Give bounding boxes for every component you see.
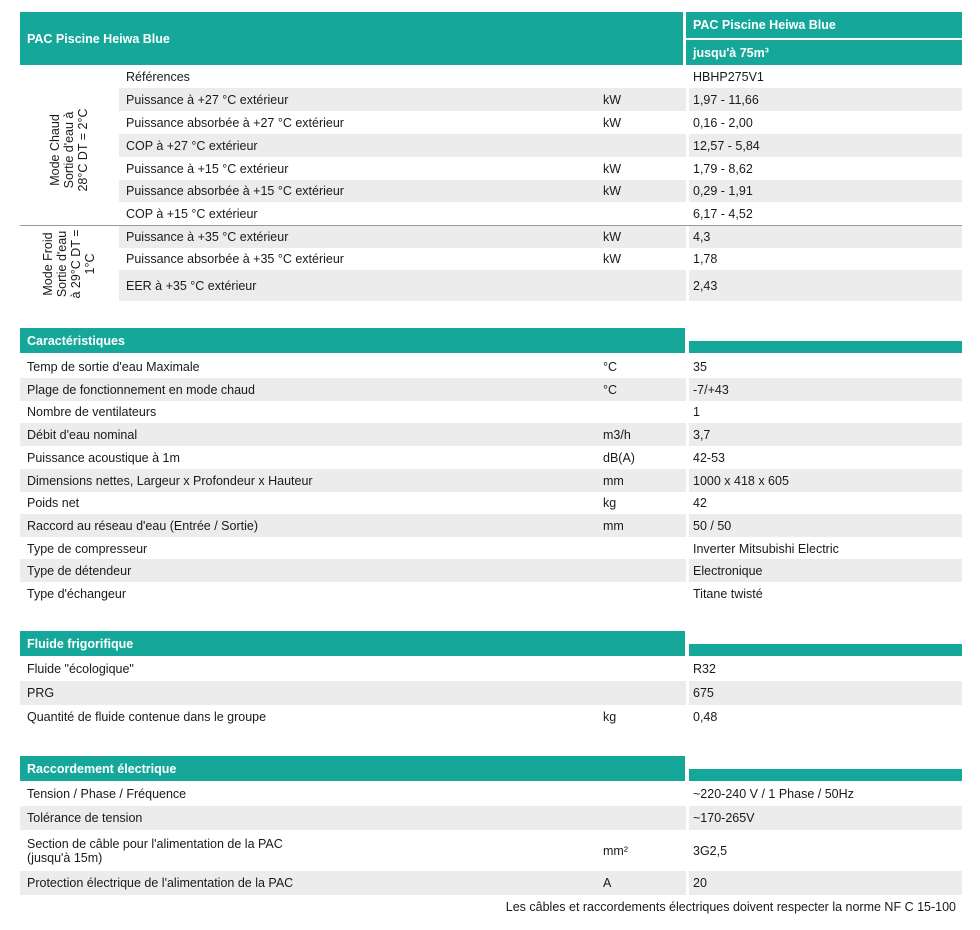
footer-note: Les câbles et raccordements électriques doivent respecter la norme NF C 15-100: [505, 900, 956, 914]
section-header-electrique: [20, 756, 685, 781]
row-label: Tension / Phase / Fréquence: [27, 787, 187, 801]
column-divider: [686, 681, 689, 705]
table-row: [20, 355, 962, 378]
row-label: COP à +15 °C extérieur: [126, 206, 258, 221]
column-divider: [686, 400, 689, 423]
row-label: Puissance absorbée à +15 °C extérieur: [126, 184, 344, 198]
row-unit: A: [603, 876, 612, 890]
row-unit: kW: [603, 252, 622, 266]
column-divider: [686, 871, 689, 895]
column-divider: [686, 157, 689, 180]
mode-froid-label: Mode Froid Sortie d'eau à 29°C DT = 1°C: [41, 229, 97, 299]
row-label: Fluide "écologique": [27, 662, 134, 676]
table-row: [20, 871, 962, 895]
column-divider: [686, 248, 689, 270]
row-label: COP à +27 °C extérieur: [126, 138, 258, 153]
row-value: -7/+43: [693, 382, 729, 397]
column-divider: [686, 806, 689, 830]
section-header-caracteristiques: [20, 328, 685, 353]
row-label: Poids net: [27, 495, 80, 510]
section-header-fluide: [20, 631, 685, 656]
column-divider: [686, 180, 689, 202]
table-row: [20, 681, 962, 705]
row-label: Puissance à +15 °C extérieur: [126, 161, 289, 176]
row-unit: dB(A): [603, 450, 635, 465]
row-label: Type de compresseur: [27, 541, 148, 556]
row-value: ~170-265V: [693, 811, 755, 825]
section-header-bar-fluide: [689, 644, 962, 656]
table-row: [119, 225, 962, 248]
row-value: Inverter Mitsubishi Electric: [693, 541, 839, 556]
row-value: 1,78: [693, 252, 718, 266]
row-value: HBHP275V1: [693, 70, 764, 84]
row-unit: kW: [603, 184, 622, 198]
table-row: [20, 830, 962, 871]
row-unit: kg: [603, 710, 617, 724]
row-value: 0,48: [693, 710, 718, 724]
table-row: [20, 559, 962, 582]
table-row: [20, 705, 962, 729]
section-header-bar-electrique: [689, 769, 962, 781]
table-row: [20, 491, 962, 514]
row-value: 2,43: [693, 278, 718, 293]
column-divider: [686, 66, 689, 88]
table-row: [20, 400, 962, 423]
table-row: [119, 180, 962, 202]
table-row: [20, 423, 962, 446]
column-divider: [686, 782, 689, 806]
row-value: ~220-240 V / 1 Phase / 50Hz: [693, 787, 854, 801]
row-value: 3,7: [693, 427, 711, 442]
row-label: Type d'échangeur: [27, 586, 126, 601]
section-title-caracteristiques: Caractéristiques: [27, 333, 125, 348]
row-unit: m3/h: [603, 427, 631, 442]
table-row: [119, 248, 962, 270]
header-right-top: [686, 12, 962, 38]
row-value: 50 / 50: [693, 518, 732, 533]
row-value: 3G2,5: [693, 843, 728, 858]
mode-divider: [20, 225, 962, 226]
header-subtitle-right: jusqu'à 75m³: [693, 45, 769, 60]
row-value: 0,29 - 1,91: [693, 184, 753, 198]
row-label: Puissance à +27 °C extérieur: [126, 92, 289, 107]
row-unit: kW: [603, 229, 622, 244]
table-row: [119, 270, 962, 301]
column-divider: [686, 202, 689, 225]
row-unit: °C: [603, 359, 618, 374]
row-value: 42-53: [693, 450, 725, 465]
column-divider: [686, 537, 689, 560]
row-label: Nombre de ventilateurs: [27, 404, 157, 419]
column-divider: [686, 657, 689, 681]
header-left: [20, 12, 683, 65]
table-row: [119, 88, 962, 111]
column-divider: [686, 469, 689, 492]
table-row: [20, 378, 962, 401]
row-value: 1: [693, 404, 700, 419]
row-unit: mm²: [603, 843, 628, 858]
table-row: [20, 537, 962, 560]
row-value: 675: [693, 686, 714, 700]
row-label: Temp de sortie d'eau Maximale: [27, 359, 200, 374]
column-divider: [686, 514, 689, 537]
table-row: [20, 782, 962, 806]
column-divider: [686, 355, 689, 378]
column-divider: [686, 378, 689, 401]
column-divider: [686, 491, 689, 514]
row-value: 6,17 - 4,52: [693, 206, 753, 221]
row-value: 0,16 - 2,00: [693, 115, 753, 130]
column-divider: [686, 134, 689, 157]
row-label: EER à +35 °C extérieur: [126, 278, 257, 293]
table-row: [119, 111, 962, 134]
row-value: 1,79 - 8,62: [693, 161, 753, 176]
column-divider: [686, 423, 689, 446]
table-row: [20, 446, 962, 469]
header-right-bottom: [686, 40, 962, 65]
row-unit: kW: [603, 115, 622, 130]
row-value: Electronique: [693, 563, 763, 578]
row-value: 1000 x 418 x 605: [693, 473, 789, 488]
column-divider: [686, 88, 689, 111]
table-row: [20, 657, 962, 681]
row-value: 35: [693, 359, 707, 374]
row-label: Raccord au réseau d'eau (Entrée / Sortie): [27, 518, 258, 533]
column-divider: [686, 270, 689, 301]
column-divider: [686, 111, 689, 134]
table-row: [119, 202, 962, 225]
row-value: Titane twisté: [693, 586, 763, 601]
row-label: Puissance à +35 °C extérieur: [126, 229, 289, 244]
row-unit: mm: [603, 473, 624, 488]
row-label: Références: [126, 70, 190, 84]
table-row: [20, 514, 962, 537]
row-unit: kg: [603, 495, 617, 510]
row-value: R32: [693, 662, 716, 676]
row-label: Débit d'eau nominal: [27, 427, 138, 442]
column-divider: [686, 830, 689, 871]
row-value: 12,57 - 5,84: [693, 138, 760, 153]
row-label: Puissance acoustique à 1m: [27, 450, 180, 465]
section-title-electrique: Raccordement électrique: [27, 761, 177, 776]
row-label: Tolérance de tension: [27, 811, 143, 825]
row-label: Quantité de fluide contenue dans le groupe: [27, 710, 267, 724]
row-value: 42: [693, 495, 707, 510]
mode-chaud-label: Mode Chaud Sortie d'eau à 28°C DT = 2°C: [48, 108, 90, 192]
row-label: Puissance absorbée à +35 °C extérieur: [126, 252, 344, 266]
table-row: [119, 134, 962, 157]
row-label: Plage de fonctionnement en mode chaud: [27, 382, 255, 397]
table-row: [119, 157, 962, 180]
mode-froid-cell: [20, 226, 118, 301]
mode-chaud-cell: [20, 66, 118, 225]
table-row: [20, 806, 962, 830]
column-divider: [686, 582, 689, 605]
header-title-right: PAC Piscine Heiwa Blue: [693, 18, 836, 32]
row-unit: mm: [603, 518, 624, 533]
table-row: [119, 66, 962, 88]
row-label: PRG: [27, 686, 55, 700]
column-divider: [686, 446, 689, 469]
column-divider: [686, 559, 689, 582]
section-header-bar-caracteristiques: [689, 341, 962, 353]
row-label: Protection électrique de l'alimentation de la PAC: [27, 876, 294, 890]
column-divider: [686, 225, 689, 248]
row-label: Puissance absorbée à +27 °C extérieur: [126, 115, 344, 130]
section-title-fluide: Fluide frigorifique: [27, 636, 134, 651]
row-value: 1,97 - 11,66: [693, 92, 759, 107]
row-unit: °C: [603, 382, 618, 397]
row-label: Section de câble pour l'alimentation de la PAC (jusqu'à 15m): [27, 836, 283, 865]
column-divider: [686, 705, 689, 729]
table-row: [20, 469, 962, 492]
row-label: Dimensions nettes, Largeur x Profondeur x Hauteur: [27, 473, 313, 488]
row-value: 4,3: [693, 229, 711, 244]
row-unit: kW: [603, 161, 622, 176]
row-value: 20: [693, 876, 707, 890]
header-title-left: PAC Piscine Heiwa Blue: [27, 31, 170, 46]
row-unit: kW: [603, 92, 622, 107]
row-label: Type de détendeur: [27, 563, 132, 578]
table-row: [20, 582, 962, 605]
